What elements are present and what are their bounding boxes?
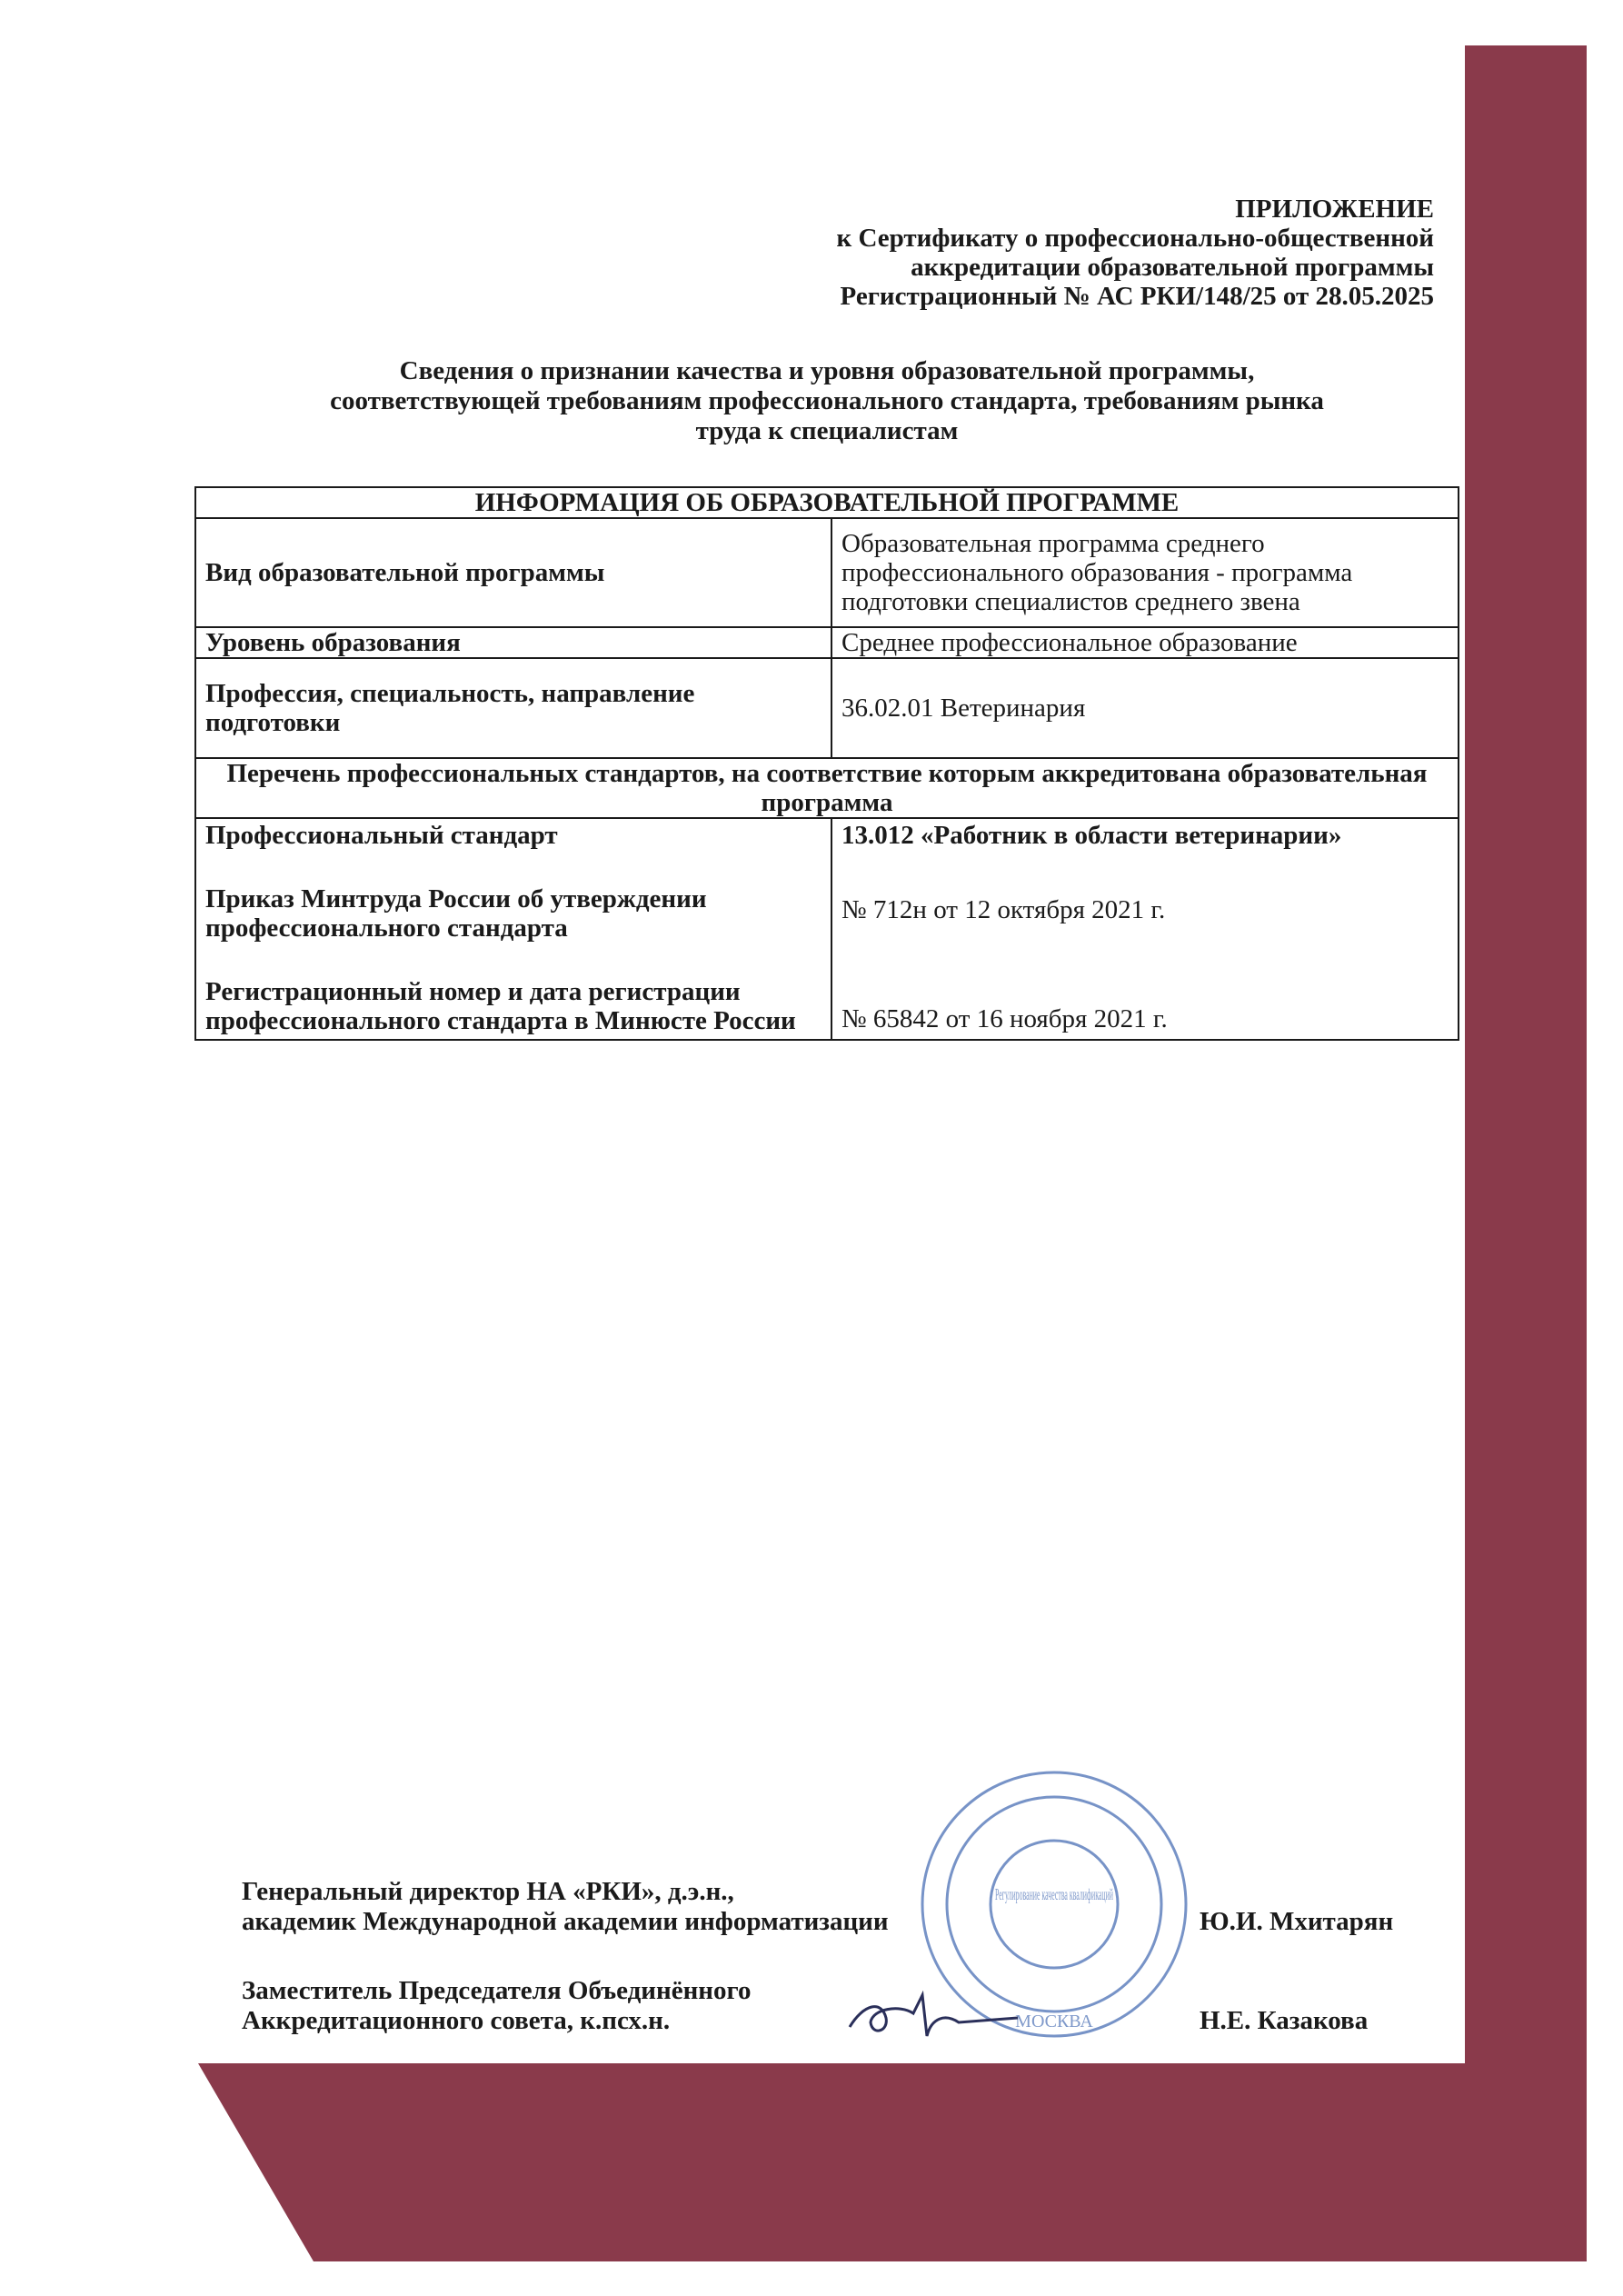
heading-line: труда к специалистам (695, 416, 959, 445)
heading-line: соответствующей требованиям профессионального стандарта, требованиям рынка (330, 386, 1324, 415)
row-label: Вид образовательной программы (195, 518, 831, 627)
signer-title: Заместитель Председателя Объединённого (242, 1976, 752, 2005)
section-title: ИНФОРМАЦИЯ ОБ ОБРАЗОВАТЕЛЬНОЙ ПРОГРАММЕ (195, 487, 1459, 518)
row-value: Образовательная программа среднего профессионального образования - программа подготовки специалистов среднего звена (831, 518, 1459, 627)
stamp-bottom-text: МОСКВА (1015, 2011, 1093, 2031)
table-row (195, 658, 1459, 758)
registration-value: № 65842 от 16 ноября 2021 г. (841, 1004, 1168, 1033)
signature-row (242, 1976, 1423, 2036)
signer-name: Ю.И. Мхитарян (1200, 1907, 1394, 1936)
row-value: 36.02.01 Ветеринария (831, 658, 1459, 758)
signer-title: Аккредитационного совета, к.псх.н. (242, 2006, 671, 2035)
appendix-line: аккредитации образовательной программы (911, 253, 1434, 282)
appendix-registration: Регистрационный № АС РКИ/148/25 от 28.05.2025 (840, 282, 1434, 311)
standard-values (831, 818, 1459, 1040)
frame-bottom-band (198, 2063, 1587, 2261)
standard-label: Профессиональный стандарт (205, 821, 558, 850)
document-heading (195, 356, 1459, 446)
registration-label: Регистрационный номер и дата регистрации профессионального стандарта в Минюсте России (205, 977, 796, 1035)
signer-title: Генеральный директор НА «РКИ», д.э.н., (242, 1877, 734, 1906)
program-info-table (194, 486, 1459, 1041)
section-header-row (195, 758, 1459, 818)
stamp-center-text: Регулирование качества квалификаций (995, 1885, 1114, 1903)
standard-row (195, 818, 1459, 1040)
table-row (195, 627, 1459, 658)
section-header-row (195, 487, 1459, 518)
appendix-header (837, 195, 1434, 311)
appendix-title: ПРИЛОЖЕНИЕ (1235, 195, 1434, 224)
row-label: Уровень образования (195, 627, 831, 658)
table-row (195, 518, 1459, 627)
appendix-line: к Сертификату о профессионально-общественной (836, 224, 1434, 253)
standard-value: 13.012 «Работник в области ветеринарии» (841, 821, 1342, 850)
heading-line: Сведения о признании качества и уровня образовательной программы, (399, 356, 1255, 385)
order-value: № 712н от 12 октября 2021 г. (841, 895, 1166, 924)
row-label: Профессия, специальность, направление подготовки (195, 658, 831, 758)
row-value: Среднее профессиональное образование (831, 627, 1459, 658)
standard-labels (195, 818, 831, 1040)
frame-right-band (1465, 45, 1587, 2261)
signatures-block (242, 1877, 1423, 2036)
section-title: Перечень профессиональных стандартов, на соответствие которым аккредитована образовательная программа (195, 758, 1459, 818)
signer-name: Н.Е. Казакова (1200, 2006, 1369, 2035)
order-label: Приказ Минтруда России об утверждении профессионального стандарта (205, 884, 707, 943)
signature-row (242, 1877, 1423, 1937)
signer-title: академик Международной академии информатизации (242, 1907, 889, 1936)
